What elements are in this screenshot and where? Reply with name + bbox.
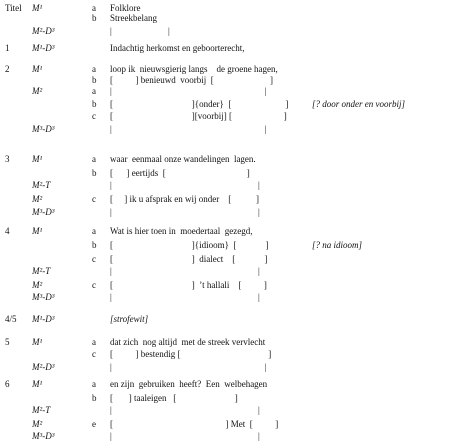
variant-text: | | [110, 431, 260, 441]
witness-siglum: M¹ [32, 379, 43, 389]
variant-letter: a [92, 64, 96, 74]
line-number: 4 [5, 226, 10, 236]
variant-text: [strofewit] [110, 314, 149, 324]
variant-letter: b [92, 168, 97, 178]
variant-text: dat zich nog altijd met de streek vervlecht [110, 337, 266, 347]
witness-siglum: M³-D³ [32, 292, 55, 302]
variant-text: loop ik nieuwsgierig langs de groene hagen, [110, 64, 278, 74]
witness-siglum: M² [32, 280, 43, 290]
witness-siglum: M² [32, 194, 43, 204]
witness-siglum: M²-D³ [32, 362, 55, 372]
variant-text: | | [110, 26, 170, 36]
witness-siglum: M³-D³ [32, 124, 55, 134]
variant-letter: a [92, 379, 96, 389]
variant-text: Indachtig herkomst en geboorterecht, [110, 43, 245, 53]
variant-letter: c [92, 280, 96, 290]
witness-siglum: M¹ [32, 154, 43, 164]
variant-letter: e [92, 419, 96, 429]
witness-siglum: M²-T [32, 405, 51, 415]
variant-letter: b [92, 240, 97, 250]
variant-text: Folklore [110, 3, 141, 13]
variant-letter: a [92, 154, 96, 164]
witness-siglum: M² [32, 419, 43, 429]
variant-text: | | [110, 124, 267, 134]
variant-text: | | [110, 362, 267, 372]
variant-text: Wat is hier toen in moedertaal gezegd, [110, 226, 253, 236]
line-number: 3 [5, 154, 10, 164]
variant-text: | | [110, 292, 260, 302]
editorial-note: [? door onder en voorbij] [312, 99, 405, 109]
variant-text: [ ] dialect [ ] [110, 254, 268, 264]
variant-letter: a [92, 226, 96, 236]
variant-text: | | [110, 180, 260, 190]
witness-siglum: M³-D³ [32, 431, 55, 441]
witness-siglum: M¹-D³ [32, 43, 55, 53]
variant-letter: a [92, 3, 96, 13]
variant-text: [ ] benieuwd voorbij [ ] [110, 75, 273, 85]
variant-text: [ ] Met [ ] [110, 419, 279, 429]
variant-text: [ ] ik u afsprak en wij onder [ ] [110, 194, 259, 204]
witness-siglum: M¹ [32, 226, 43, 236]
variant-letter: b [92, 99, 97, 109]
variant-text: Streekbelang [110, 13, 157, 23]
variant-letter: b [92, 393, 97, 403]
witness-siglum: M¹ [32, 337, 43, 347]
line-number: 2 [5, 64, 10, 74]
witness-siglum: M²-T [32, 266, 51, 276]
editorial-note: [? na idioom] [312, 240, 363, 250]
variant-text: [ ] taaleigen [ ] [110, 393, 238, 403]
variant-text: [ ][voorbij] [ ] [110, 111, 287, 121]
variant-letter: b [92, 75, 97, 85]
variant-text: [ ]{onder} [ ] [110, 99, 289, 109]
variant-letter: b [92, 13, 97, 23]
variant-letter: a [92, 337, 96, 347]
line-number: Titel [5, 3, 22, 13]
line-number: 1 [5, 43, 10, 53]
variant-letter: c [92, 254, 96, 264]
variant-text: [ ] bestendig [ ] [110, 349, 272, 359]
witness-siglum: M² [32, 86, 43, 96]
variant-text: [ ] eertijds [ ] [110, 168, 250, 178]
witness-siglum: M²-D³ [32, 26, 55, 36]
witness-siglum: M¹-D³ [32, 314, 55, 324]
line-number: 4/5 [5, 314, 17, 324]
variant-letter: c [92, 194, 96, 204]
variant-text: [ ]{idioom} [ ] [110, 240, 269, 250]
variant-letter: a [92, 86, 96, 96]
variant-text: [ ] ’t hallali [ ] [110, 280, 267, 290]
line-number: 6 [5, 379, 10, 389]
line-number: 5 [5, 337, 10, 347]
variant-text: | | [110, 266, 260, 276]
variant-text: | | [110, 405, 260, 415]
witness-siglum: M¹ [32, 3, 43, 13]
witness-siglum: M²-T [32, 180, 51, 190]
variant-letter: c [92, 349, 96, 359]
variant-text: | | [110, 207, 260, 217]
variant-text: waar eenmaal onze wandelingen lagen. [110, 154, 256, 164]
variant-letter: c [92, 111, 96, 121]
variant-text: | | [110, 86, 267, 96]
witness-siglum: M¹ [32, 64, 43, 74]
variant-text: en zijn gebruiken heeft? Een welbehagen [110, 379, 268, 389]
witness-siglum: M³-D³ [32, 207, 55, 217]
